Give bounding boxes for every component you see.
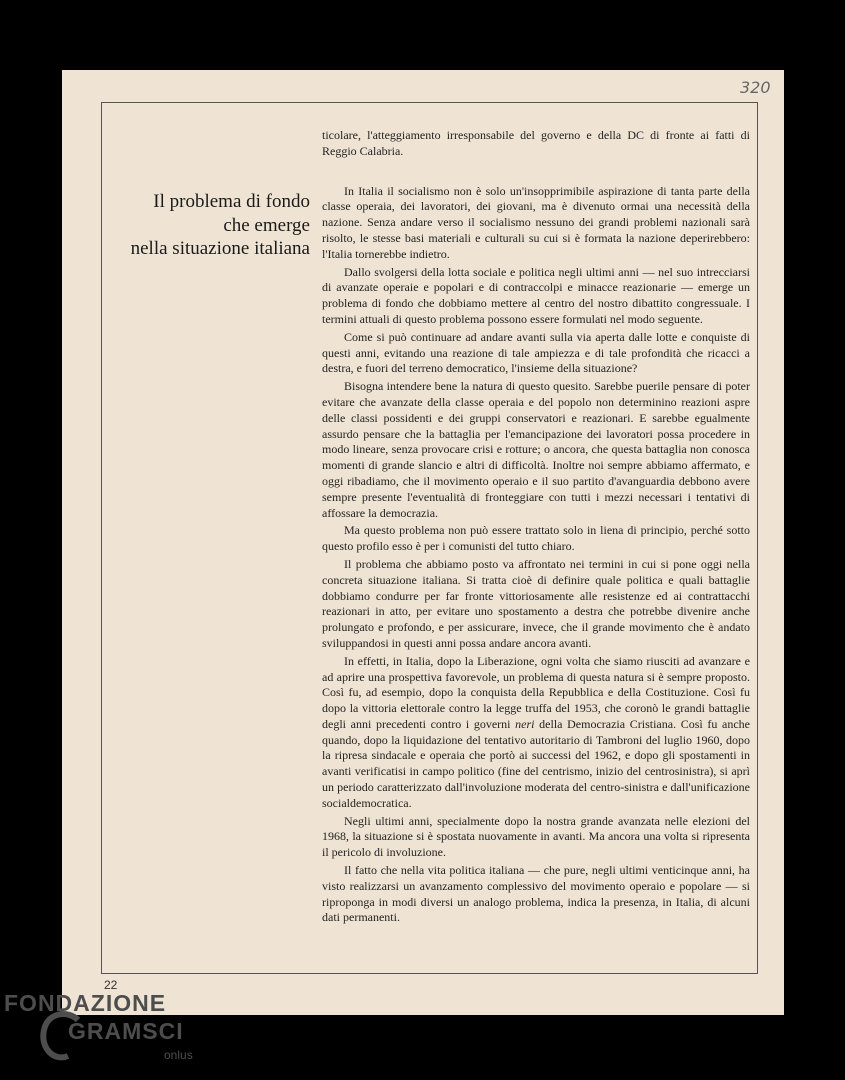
paragraph-part: In effetti, in Italia, dopo la Liberazione, ogni volta che siamo riusciti ad avanzare e ad aprire una prospettiva favorevole, un problema di questa natura si è sempre proposto. Così fu, ad esempio, dopo la conquista della Repubblica e della Costituzione. Così fu dopo la vittoria elettorale contro la legge truffa del 1953, che coronò le grandi battaglie degli anni precedenti contro i governi (322, 653, 750, 731)
heading-line-2: che emerge (223, 214, 310, 236)
heading-line-1: Il problema di fondo (153, 191, 310, 212)
section-heading (110, 190, 310, 261)
watermark-line-2: GRAMSCI (68, 1018, 184, 1044)
paragraph: Il problema che abbiamo posto va affrontato nei termini in cui si pone oggi nella concreta situazione italiana. Si tratta cioè di definire quale politica e quali battaglie dobbiamo condurre per far fronte vittoriosamente alle resistenze ed ai contrattacchi reazionari in atto, per evitare uno spostamento a destra che potrebbe divenire anche prolungato e profondo, e per assicurare, invece, che il grande movimento che è andato sviluppandosi in questi anni possa andare ancora avanti. (322, 556, 750, 650)
paragraph: In Italia il socialismo non è solo un'insopprimibile aspirazione di tanta parte della classe operaia, dei lavoratori, dei giovani, ma è divenuto ormai una necessità della nazione. Senza andare verso il socialismo nessuno dei grandi problemi nazionali sarà risolto, le stesse basi materiali e culturali su cui si è formata la nazione deperirebbero: l'Italia tornerebbe indietro. (322, 183, 750, 261)
watermark-line-3: onlus (164, 1048, 193, 1062)
paragraph: Negli ultimi anni, specialmente dopo la nostra grande avanzata nelle elezioni del 1968, la situazione si è spostata nuovamente in avanti. Ma ancora una volta si ripresenta il pericolo di involuzione. (322, 813, 750, 860)
italic-word: neri (515, 716, 535, 731)
paragraph-continued: ticolare, l'atteggiamento irresponsabile del governo e della DC di fronte ai fatti di Reggio Calabria. (322, 128, 750, 158)
page-number: 22 (104, 978, 118, 992)
watermark-logo (4, 988, 234, 1080)
paragraph: Come si può continuare ad andare avanti sulla via aperta dalle lotte e conquiste di questi anni, evitando una reazione di tale ampiezza e di tale profondità che ricacci a destra, e fuori del terreno democratico, l'insieme della situazione? (322, 329, 750, 376)
heading-line-3: nella situazione italiana (130, 238, 310, 259)
paragraph (322, 654, 750, 812)
archive-number-mark: 320 (740, 78, 771, 97)
body-text (322, 128, 750, 926)
watermark-line-1: FONDAZIONE (4, 990, 167, 1016)
paragraph: Bisogna intendere bene la natura di questo quesito. Sarebbe puerile pensare di poter evitare che avanzate della classe operaia e del popolo non determinino reazioni aspre delle classi possidenti e dei gruppi conservatori e reazionari. E sarebbe egualmente assurdo pensare che la battaglia per l'emancipazione dei lavoratori possa procedere in modo lineare, senza provocare crisi e rotture; o ancora, che questa battaglia non conosca momenti di grande slancio e altri di difficoltà. Inoltre noi sempre abbiamo affermato, e oggi ribadiamo, che il movimento operaio e il suo partito d'avanguardia debbono avere sempre presente l'eventualità di fronteggiare con tutti i mezzi necessari i tentativi di affossare la democrazia. (322, 379, 750, 520)
paragraph-part: della Democrazia Cristiana. Così fu anche quando, dopo la liquidazione del tentativo autoritario di Tambroni del luglio 1960, dopo la ripresa sindacale e operaia che portò ai successi del 1962, e dopo gli spostamenti in avanti verificatisi in campo politico (fine del centrismo, inizio del centrosinistra), si aprì un periodo caratterizzato dall'involuzione moderata del centro-sinistra e dall'unificazione socialdemocratica. (322, 716, 750, 810)
paragraph: Ma questo problema non può essere trattato solo in liena di principio, perché sotto questo profilo esso è per i comunisti del tutto chiaro. (322, 523, 750, 554)
paragraph: Dallo svolgersi della lotta sociale e politica negli ultimi anni — nel suo intrecciarsi di avanzate operaie e popolari e di contraccolpi e minacce reazionarie — emerge un problema di fondo che dobbiamo mettere al centro del nostro dibattito congressuale. I termini attuali di questo problema possono essere formulati nel modo seguente. (322, 264, 750, 326)
paragraph: Il fatto che nella vita politica italiana — che pure, negli ultimi venticinque anni, ha visto realizzarsi un avanzamento complessivo del movimento operaio e popolare — si riproponga in modi diversi un analogo problema, indica la presenza, in Italia, di alcuni dati permanenti. (322, 863, 750, 925)
